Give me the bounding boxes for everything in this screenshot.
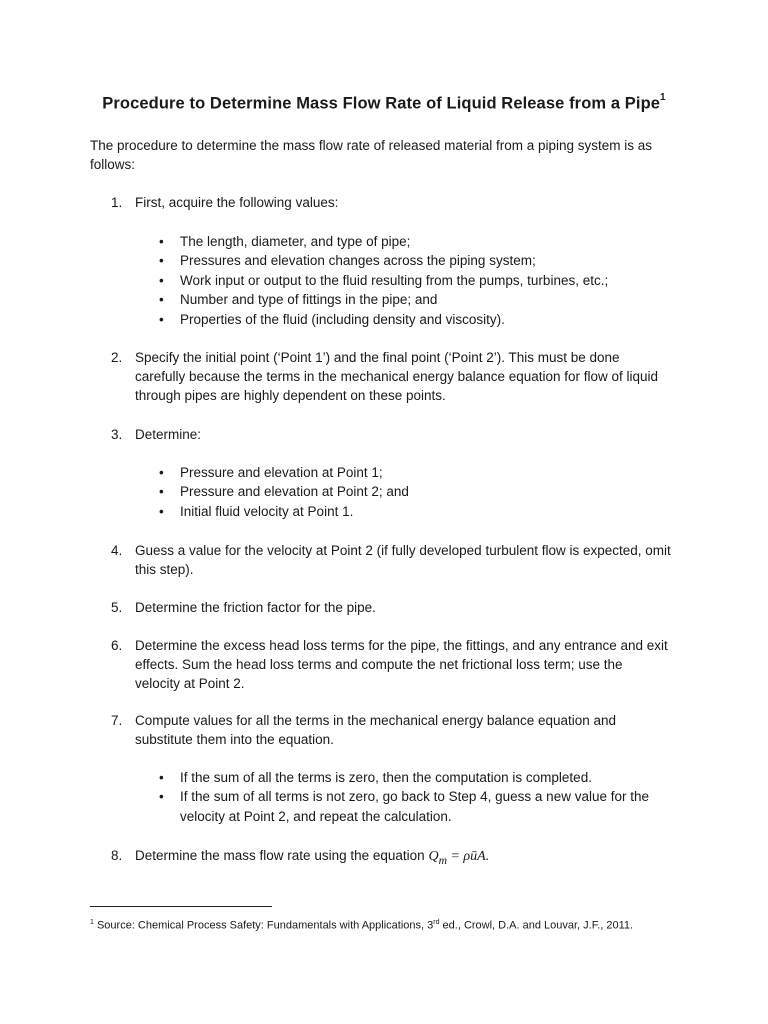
step-number: 6. [111, 638, 123, 653]
step-text: Specify the initial point (‘Point 1’) and the final point (‘Point 2’). This must be done carefully because the terms in the mechanical energy balance equation for flow of liquid through pipes are highly dependent on these points. [135, 350, 659, 403]
step-number: 5. [111, 600, 123, 615]
list-item: • Initial fluid velocity at Point 1. [158, 502, 678, 521]
bullet-icon: • [159, 272, 164, 288]
step-5 [111, 598, 671, 617]
bullet-icon: • [159, 789, 164, 805]
page-title-text: Procedure to Determine Mass Flow Rate of Liquid Release from a Pipe [102, 94, 661, 113]
bullet-icon: • [159, 465, 164, 480]
step-text: Determine the friction factor for the pipe. [135, 600, 376, 615]
page-title [0, 94, 768, 114]
step-1 [111, 193, 671, 212]
step-number: 7. [111, 713, 123, 728]
bullet-icon: • [159, 770, 164, 785]
step-1-bullets [158, 232, 678, 329]
step-number: 8. [111, 848, 123, 863]
step-6 [111, 636, 671, 693]
step-text: Determine the mass flow rate using the equation $Q_m$ = ρūA. [135, 848, 490, 867]
step-number: 2. [111, 350, 123, 365]
step-3 [111, 425, 671, 444]
step-2 [111, 348, 671, 405]
list-item: • Pressures and elevation changes across the piping system; [158, 251, 678, 270]
step-7 [111, 711, 671, 749]
list-item: • The length, diameter, and type of pipe; [158, 232, 678, 251]
bullet-icon: • [159, 234, 164, 249]
bullet-icon: • [159, 503, 164, 519]
step-text: Guess a value for the velocity at Point 2 (if fully developed turbulent flow is expected, omit this step). [135, 543, 671, 577]
list-item: • If the sum of all the terms is zero, then the computation is completed. [158, 768, 678, 787]
bullet-icon: • [159, 311, 164, 327]
list-item: • Pressure and elevation at Point 1; [158, 463, 678, 482]
step-7-bullets [158, 768, 678, 826]
list-item: • Work input or output to the fluid resulting from the pumps, turbines, etc.; [158, 271, 678, 290]
list-item: • Properties of the fluid (including density and viscosity). [158, 310, 678, 329]
list-item: • Number and type of fittings in the pipe; and [158, 290, 678, 309]
list-item: • If the sum of all terms is not zero, go back to Step 4, guess a new value for the velocity at Point 2, and repeat the calculation. [159, 789, 649, 824]
footnote-marker: 1 [90, 919, 94, 926]
step-number: 1. [111, 195, 123, 210]
bullet-icon: • [159, 292, 164, 308]
step-text: Compute values for all the terms in the mechanical energy balance equation and substitute them into the equation. [135, 713, 617, 747]
step-number: 4. [111, 543, 123, 558]
mass-flow-equation: $Q_m$ = ρūA. [428, 849, 490, 867]
bullet-icon: • [159, 253, 164, 269]
step-text: Determine the excess head loss terms for the pipe, the fittings, and any entrance and exit effects. Sum the head loss terms and compute the net frictional loss term; use the velocity at Point 2. [135, 638, 668, 691]
step-text: First, acquire the following values: [135, 195, 339, 210]
bullet-icon: • [159, 484, 164, 500]
list-item: • Pressure and elevation at Point 2; and [158, 482, 678, 501]
footnote-divider [90, 906, 272, 907]
title-footnote-ref: 1 [660, 92, 666, 103]
intro-paragraph: The procedure to determine the mass flow rate of released material from a piping system is as follows: [90, 138, 653, 172]
step-text: Determine: [135, 427, 202, 442]
step-number: 3. [111, 427, 123, 442]
step-3-bullets [158, 463, 678, 521]
step-8 [111, 846, 671, 870]
footnote: $^1$ Source: Chemical Process Safety: Fundamentals with Applications, 3rd ed., Crowl, D.A. and Louvar, J.F., 2011. [90, 919, 634, 932]
step-4 [111, 541, 671, 579]
